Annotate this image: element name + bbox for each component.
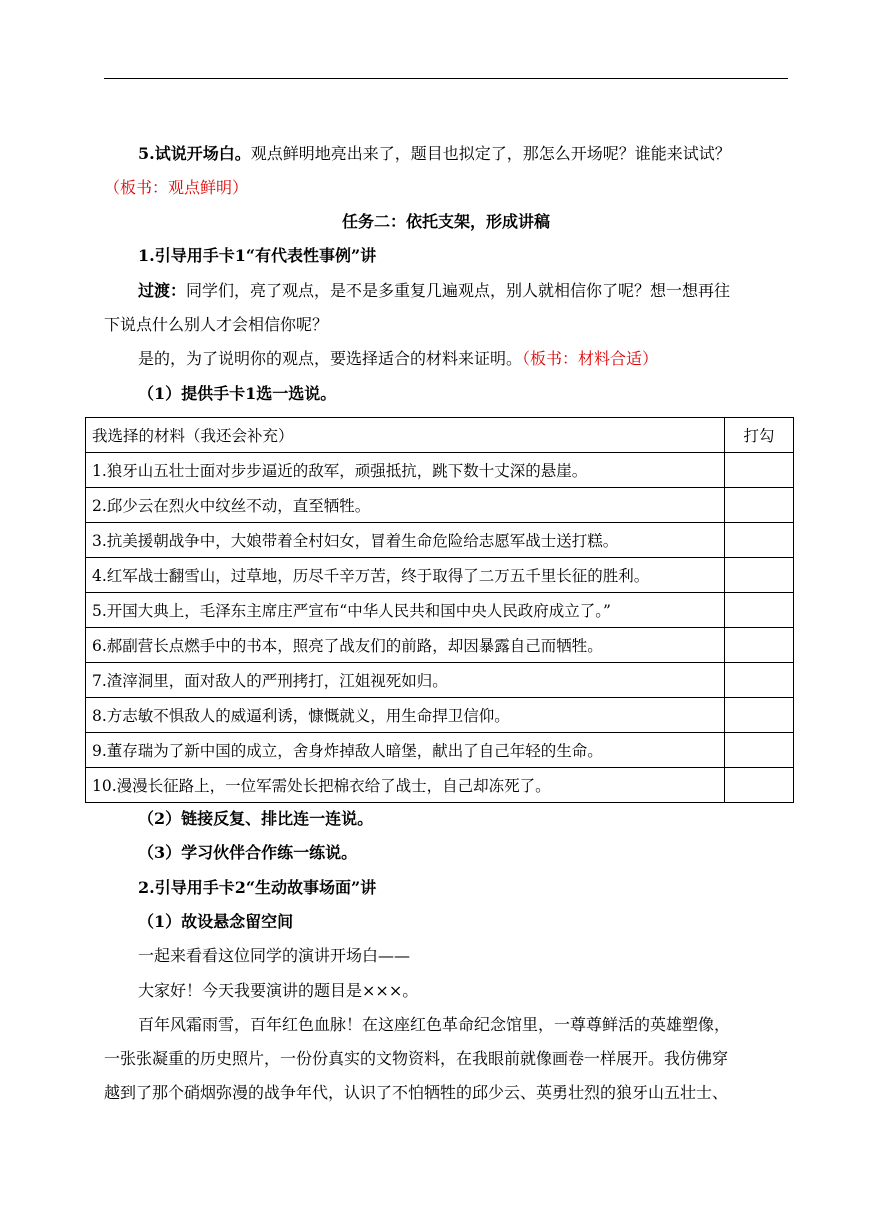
card1-answer — [138, 349, 828, 369]
material-cell: 8.方志敏不惧敌人的威逼利诱，慷慨就义，用生命捍卫信仰。 — [86, 698, 725, 733]
table-row — [86, 768, 794, 803]
check-cell[interactable] — [725, 488, 794, 523]
table-row — [86, 698, 794, 733]
material-cell: 5.开国大典上，毛泽东主席庄严宣布“中华人民共和国中央人民政府成立了。” — [86, 593, 725, 628]
step5-line — [138, 144, 828, 164]
card1-heading: 1.引导用手卡1“有代表性事例”讲 — [138, 246, 377, 265]
step5-lead: 5.试说开场白。 — [138, 144, 251, 163]
answer-text: 是的，为了说明你的观点，要选择适合的材料来证明。 — [138, 349, 523, 368]
table-row — [86, 558, 794, 593]
table-row — [86, 663, 794, 698]
header-rule — [104, 78, 788, 79]
card1-sub1: （1）提供手卡1选一选说。 — [138, 384, 337, 403]
card2-para-line1: 百年风霜雨雪，百年红色血脉！在这座红色革命纪念馆里，一尊尊鲜活的英雄塑像， — [138, 1015, 731, 1034]
table-header-row — [86, 418, 794, 453]
material-cell: 4.红军战士翻雪山，过草地，历尽千辛万苦，终于取得了二万五千里长征的胜利。 — [86, 558, 725, 593]
transition-label: 过渡： — [138, 281, 187, 300]
check-cell[interactable] — [725, 663, 794, 698]
check-cell[interactable] — [725, 628, 794, 663]
card2-intro: 一起来看看这位同学的演讲开场白—— — [138, 946, 411, 965]
check-cell[interactable] — [725, 558, 794, 593]
material-cell: 1.狼牙山五壮士面对步步逼近的敌军，顽强抵抗，跳下数十丈深的悬崖。 — [86, 453, 725, 488]
card2-para-line2: 一张张凝重的历史照片，一份份真实的文物资料，在我眼前就像画卷一样展开。我仿佛穿 — [104, 1049, 729, 1068]
table-row — [86, 733, 794, 768]
check-cell[interactable] — [725, 768, 794, 803]
sub2: （2）链接反复、排比连一连说。 — [138, 809, 374, 828]
check-cell[interactable] — [725, 733, 794, 768]
card2-heading: 2.引导用手卡2“生动故事场面”讲 — [138, 878, 377, 897]
header-check: 打勾 — [725, 418, 794, 453]
material-cell: 10.漫漫长征路上，一位军需处长把棉衣给了战士，自己却冻死了。 — [86, 768, 725, 803]
table-row — [86, 453, 794, 488]
table-row — [86, 523, 794, 558]
task2-title: 任务二：依托支架，形成讲稿 — [341, 212, 550, 231]
transition-line2: 下说点什么别人才会相信你呢？ — [104, 315, 329, 334]
check-cell[interactable] — [725, 593, 794, 628]
step5-text: 观点鲜明地亮出来了，题目也拟定了，那怎么开场呢？谁能来试试？ — [250, 144, 731, 163]
check-cell[interactable] — [725, 453, 794, 488]
table-row — [86, 593, 794, 628]
material-cell: 9.董存瑞为了新中国的成立，舍身炸掉敌人暗堡，献出了自己年轻的生命。 — [86, 733, 725, 768]
answer-note: （板书：材料合适） — [522, 349, 659, 368]
card2-greeting: 大家好！今天我要演讲的题目是×××。 — [138, 981, 419, 1000]
materials-table — [85, 417, 794, 803]
card2-para-line3: 越到了那个硝烟弥漫的战争年代，认识了不怕牺牲的邱少云、英勇壮烈的狼牙山五壮士、 — [104, 1083, 729, 1102]
material-cell: 2.邱少云在烈火中纹丝不动，直至牺牲。 — [86, 488, 725, 523]
step5-board-note: （板书：观点鲜明） — [104, 178, 249, 197]
sub3: （3）学习伙伴合作练一练说。 — [138, 843, 358, 862]
card2-sub1: （1）故设悬念留空间 — [138, 912, 294, 931]
card1-transition — [138, 281, 828, 301]
check-cell[interactable] — [725, 698, 794, 733]
material-cell: 6.郝副营长点燃手中的书本，照亮了战友们的前路，却因暴露自己而牺牲。 — [86, 628, 725, 663]
header-material: 我选择的材料（我还会补充） — [86, 418, 725, 453]
transition-line1: 同学们，亮了观点，是不是多重复几遍观点，别人就相信你了呢？想一想再往 — [186, 281, 731, 300]
table-row — [86, 628, 794, 663]
material-cell: 7.渣滓洞里，面对敌人的严刑拷打，江姐视死如归。 — [86, 663, 725, 698]
check-cell[interactable] — [725, 523, 794, 558]
material-cell: 3.抗美援朝战争中，大娘带着全村妇女，冒着生命危险给志愿军战士送打糕。 — [86, 523, 725, 558]
table-row — [86, 488, 794, 523]
